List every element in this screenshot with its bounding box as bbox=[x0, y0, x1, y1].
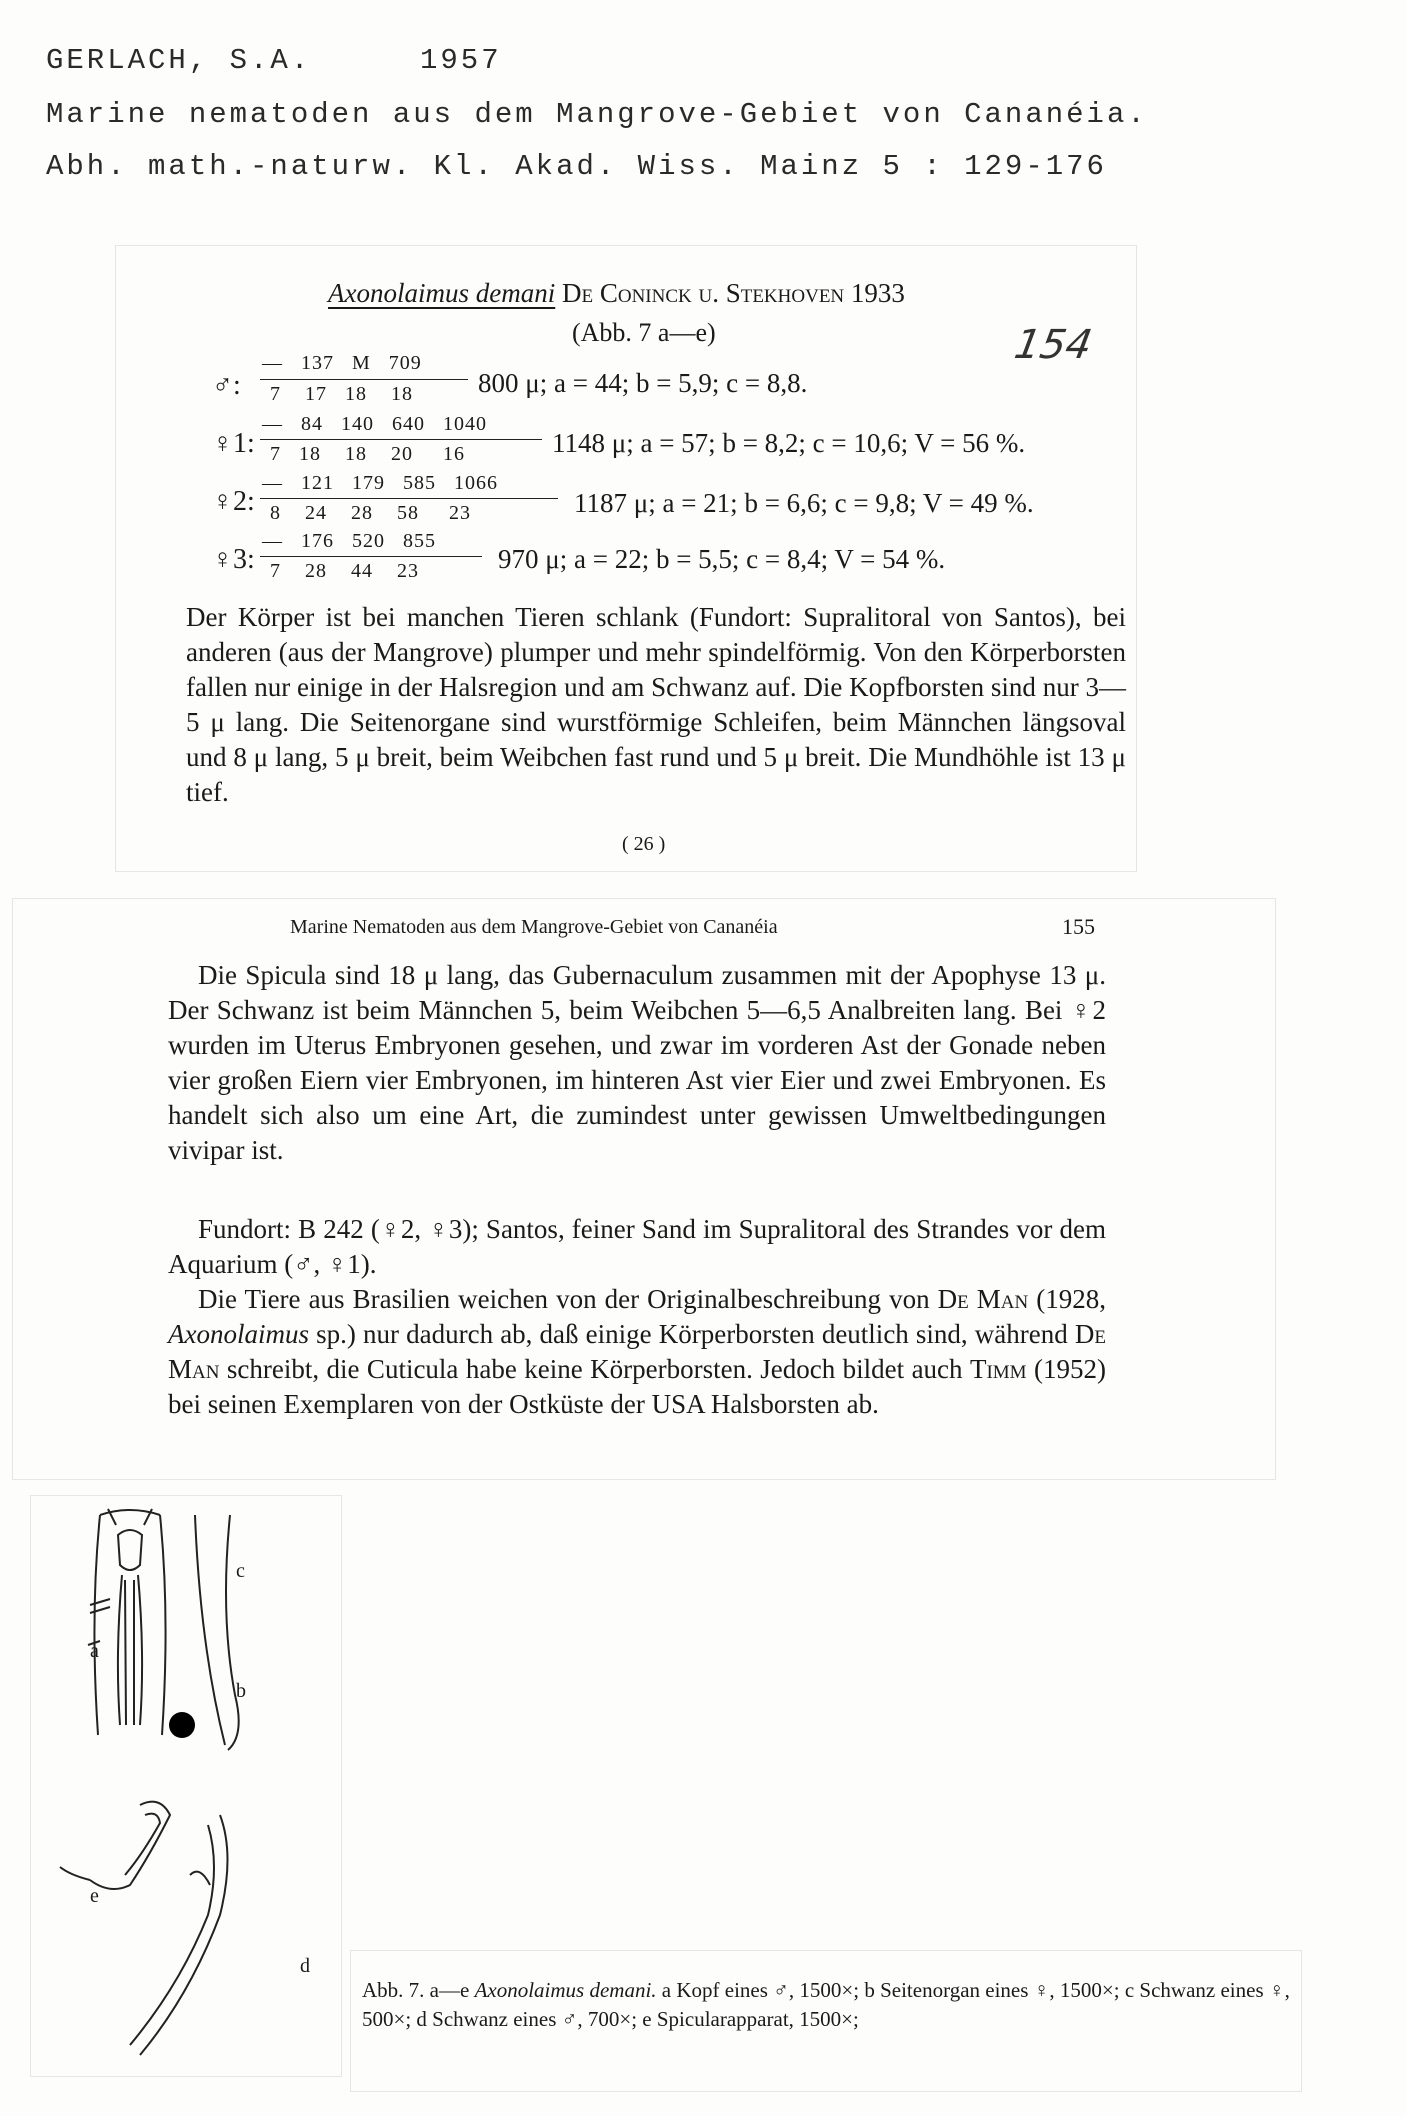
description-paragraph: Der Körper ist bei manchen Tieren schlank (Fundort: Supralitoral von Santos), bei anderen (aus der Mangrove) plumper und mehr spindelförmig. Von den Körperborsten fallen nur einige in der Halsregion und am Schwanz auf. Die Kopfborsten sind nur 3—5 μ lang. Die Seitenorgane sind wurstförmige Schleifen, beim Männchen längsoval und 8 μ lang, 5 μ breit, beim Weibchen fast rund und 5 μ breit. Die Mundhöhle ist 13 μ tief. bbox=[186, 602, 1126, 807]
figure-label-b: b bbox=[236, 1680, 246, 1702]
text: sp.) nur dadurch ab, daß einige Körperborsten deutlich sind, während bbox=[309, 1319, 1075, 1349]
formula-bottom: 7 17 18 18 bbox=[270, 383, 413, 405]
citation-year: 1957 bbox=[420, 44, 502, 77]
figure-drawings bbox=[30, 1495, 340, 2075]
lateral-organ-drawing bbox=[169, 1712, 195, 1738]
text: (1928, bbox=[1028, 1284, 1106, 1314]
formula-top: — 121 179 585 1066 bbox=[262, 472, 498, 494]
page-number: 155 bbox=[1062, 914, 1095, 939]
sex-symbol: ♀2: bbox=[212, 486, 255, 517]
citation-title: Marine nematoden aus dem Mangrove-Gebiet von Cananéia. bbox=[46, 98, 1148, 131]
author-deman: De Man bbox=[937, 1284, 1029, 1314]
page-marker: ( 26 ) bbox=[622, 833, 666, 855]
head-drawing bbox=[88, 1509, 166, 1735]
paragraph-spicula: Die Spicula sind 18 μ lang, das Gubernaculum zusammen mit der Apophyse 13 μ. Der Schwanz ist beim Männchen 5, beim Weibchen 5—6,5 Analbreiten lang. Bei ♀2 wurden im Uterus Embryonen gesehen, und zwar im vorderen Ast der Gonade neben vier großen Eiern vier Embryonen, im hinteren Ast vier Eier und zwei Embryonen. Es handelt sich also um eine Art, die zumindest unter gewissen Umweltbedingungen vivipar ist. bbox=[168, 960, 1106, 1165]
formula-bottom: 8 24 28 58 23 bbox=[270, 502, 471, 524]
citation-journal: Abh. math.-naturw. Kl. Akad. Wiss. Mainz 5 : 129-176 bbox=[46, 150, 1107, 183]
author-timm: Timm bbox=[969, 1354, 1027, 1384]
formula-top: — 137 M 709 bbox=[262, 352, 422, 374]
handwritten-number: 154 bbox=[1010, 322, 1096, 368]
formula-result: 800 μ; a = 44; b = 5,9; c = 8,8. bbox=[478, 368, 808, 398]
citation-author: GERLACH, S.A. bbox=[46, 44, 312, 77]
figure-label-e: e bbox=[90, 1885, 99, 1907]
species-name: Axonolaimus demani bbox=[328, 278, 556, 308]
formula-top: — 176 520 855 bbox=[262, 530, 436, 552]
formula-result: 1148 μ; a = 57; b = 8,2; c = 10,6; V = 56 %. bbox=[552, 428, 1026, 458]
figure-reference: (Abb. 7 a—e) bbox=[572, 318, 716, 347]
caption-text: a Kopf eines ♂, 1500×; b Seitenorgan eines ♀, 1500×; c Schwanz eines ♀, 500×; d Schwanz eines ♂, 700×; e Spicularapparat, 1500×; bbox=[362, 1978, 1290, 2031]
formula-top: — 84 140 640 1040 bbox=[262, 413, 487, 435]
caption-species: Axonolaimus demani. bbox=[474, 1978, 657, 2002]
formula-bottom: 7 18 18 20 16 bbox=[270, 443, 465, 465]
sex-symbol: ♀3: bbox=[212, 544, 255, 575]
paragraph-fundort: Fundort: B 242 (♀2, ♀3); Santos, feiner Sand im Supralitoral des Strandes vor dem Aquarium (♂, ♀1). bbox=[168, 1214, 1106, 1279]
female-tail-drawing bbox=[195, 1515, 239, 1750]
formula-result: 1187 μ; a = 21; b = 6,6; c = 9,8; V = 49 %. bbox=[574, 488, 1034, 518]
species-authority: De Coninck u. Stekhoven 1933 bbox=[561, 278, 905, 308]
text: Die Tiere aus Brasilien weichen von der Originalbeschreibung von bbox=[198, 1284, 938, 1314]
formula-result: 970 μ; a = 22; b = 5,5; c = 8,4; V = 54 %. bbox=[498, 544, 946, 574]
running-title: Marine Nematoden aus dem Mangrove-Gebiet von Cananéia bbox=[290, 916, 778, 938]
figure-caption bbox=[362, 1976, 1292, 2034]
genus-name: Axonolaimus bbox=[168, 1319, 309, 1349]
text: schreibt, die Cuticula habe keine Körperborsten. Jedoch bildet auch bbox=[219, 1354, 970, 1384]
paragraph-comparison bbox=[168, 1282, 1106, 1422]
text: (1952) bei seinen Exemplaren von der Ostküste der USA Halsborsten ab. bbox=[168, 1354, 1106, 1419]
male-tail-drawing bbox=[130, 1815, 228, 2055]
sex-symbol: ♀1: bbox=[212, 428, 255, 459]
formula-bottom: 7 28 44 23 bbox=[270, 560, 419, 582]
caption-lead: Abb. 7. a—e bbox=[362, 1978, 475, 2002]
species-heading bbox=[328, 278, 905, 309]
figure-label-a: a bbox=[90, 1640, 99, 1662]
figure-label-c: c bbox=[236, 1560, 245, 1582]
author-deman: De Man bbox=[168, 1319, 1106, 1384]
spicular-apparatus-drawing bbox=[60, 1802, 170, 1889]
figure-label-d: d bbox=[300, 1955, 310, 1977]
sex-symbol: ♂: bbox=[212, 370, 241, 401]
